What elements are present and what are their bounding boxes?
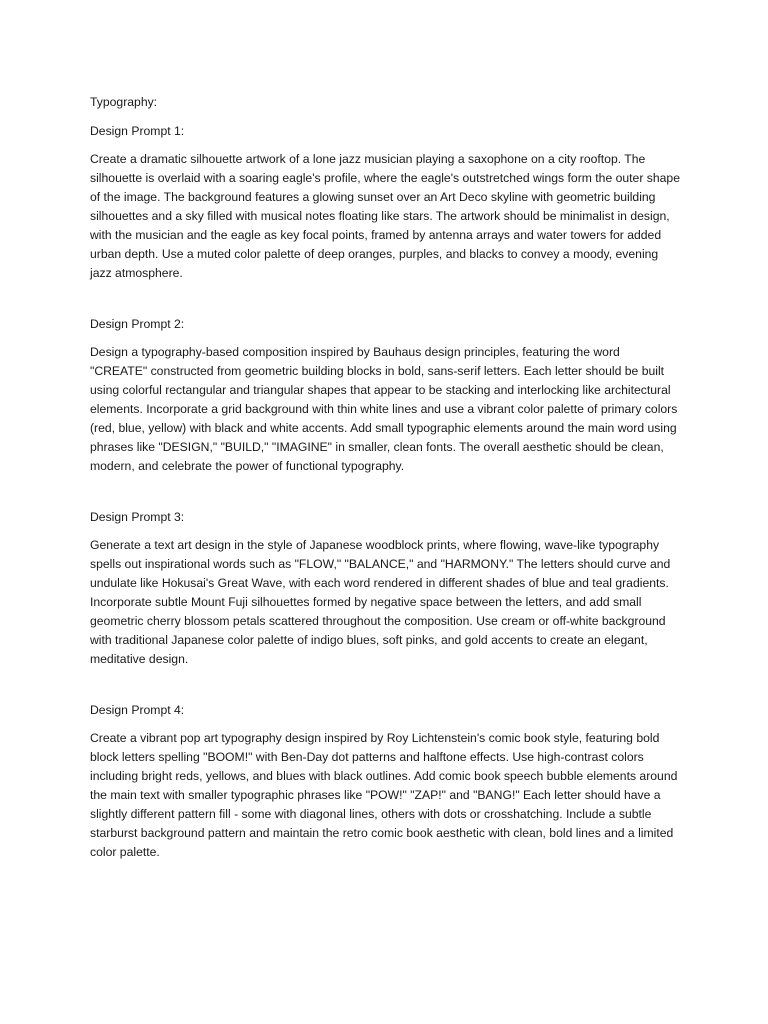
section-heading: Design Prompt 3:: [90, 510, 185, 524]
section-body: Design a typography-based composition inspired by Bauhaus design principles, featuring the word "CREATE" constructed from geometric building blocks in bold, sans-serif letters. Each letter should be built using colorful rectangular and triangular shapes that appear to be stacking and interlocking like architectural elements. Incorporate a grid background with thin white lines and use a vibrant color palette of primary colors (red, blue, yellow) with black and white accents. Add small typographic elements around the main word using phrases like "DESIGN," "BUILD," "IMAGINE" in smaller, clean fonts. The overall aesthetic should be clean, modern, and celebrate the power of functional typography.: [90, 345, 678, 473]
section-heading: Design Prompt 2:: [90, 317, 185, 331]
section-heading: Design Prompt 1:: [90, 124, 185, 138]
design-prompt-section: [90, 508, 680, 669]
design-prompt-section: [90, 122, 680, 283]
document-content: [90, 93, 680, 862]
section-body: Create a dramatic silhouette artwork of a lone jazz musician playing a saxophone on a city rooftop. The silhouette is overlaid with a soaring eagle's profile, where the eagle's outstretched wings form the outer shape of the image. The background features a glowing sunset over an Art Deco skyline with geometric building silhouettes and a sky filled with musical notes floating like stars. The artwork should be minimalist in design, with the musician and the eagle as key focal points, framed by antenna arrays and water towers for added urban depth. Use a muted color palette of deep oranges, purples, and blacks to convey a moody, evening jazz atmosphere.: [90, 152, 680, 280]
section-body: Generate a text art design in the style of Japanese woodblock prints, where flowing, wave-like typography spells out inspirational words such as "FLOW," "BALANCE," and "HARMONY." The letters should curve and undulate like Hokusai's Great Wave, with each word rendered in different shades of blue and teal gradients. Incorporate subtle Mount Fuji silhouettes formed by negative space between the letters, and add small geometric cherry blossom petals scattered throughout the composition. Use cream or off-white background with traditional Japanese color palette of indigo blues, soft pinks, and gold accents to create an elegant, meditative design.: [90, 538, 671, 666]
design-prompt-section: [90, 315, 680, 476]
document-title: Typography:: [90, 95, 158, 109]
design-prompt-section: [90, 701, 680, 862]
section-heading: Design Prompt 4:: [90, 703, 185, 717]
section-body: Create a vibrant pop art typography design inspired by Roy Lichtenstein's comic book style, featuring bold block letters spelling "BOOM!" with Ben-Day dot patterns and halftone effects. Use high-contrast colors including bright reds, yellows, and blues with black outlines. Add comic book speech bubble elements around the main text with smaller typographic phrases like "POW!" "ZAP!" and "BANG!" Each letter should have a slightly different pattern fill - some with diagonal lines, others with dots or crosshatching. Include a subtle starburst background pattern and maintain the retro comic book aesthetic with clean, bold lines and a limited color palette.: [90, 731, 678, 859]
